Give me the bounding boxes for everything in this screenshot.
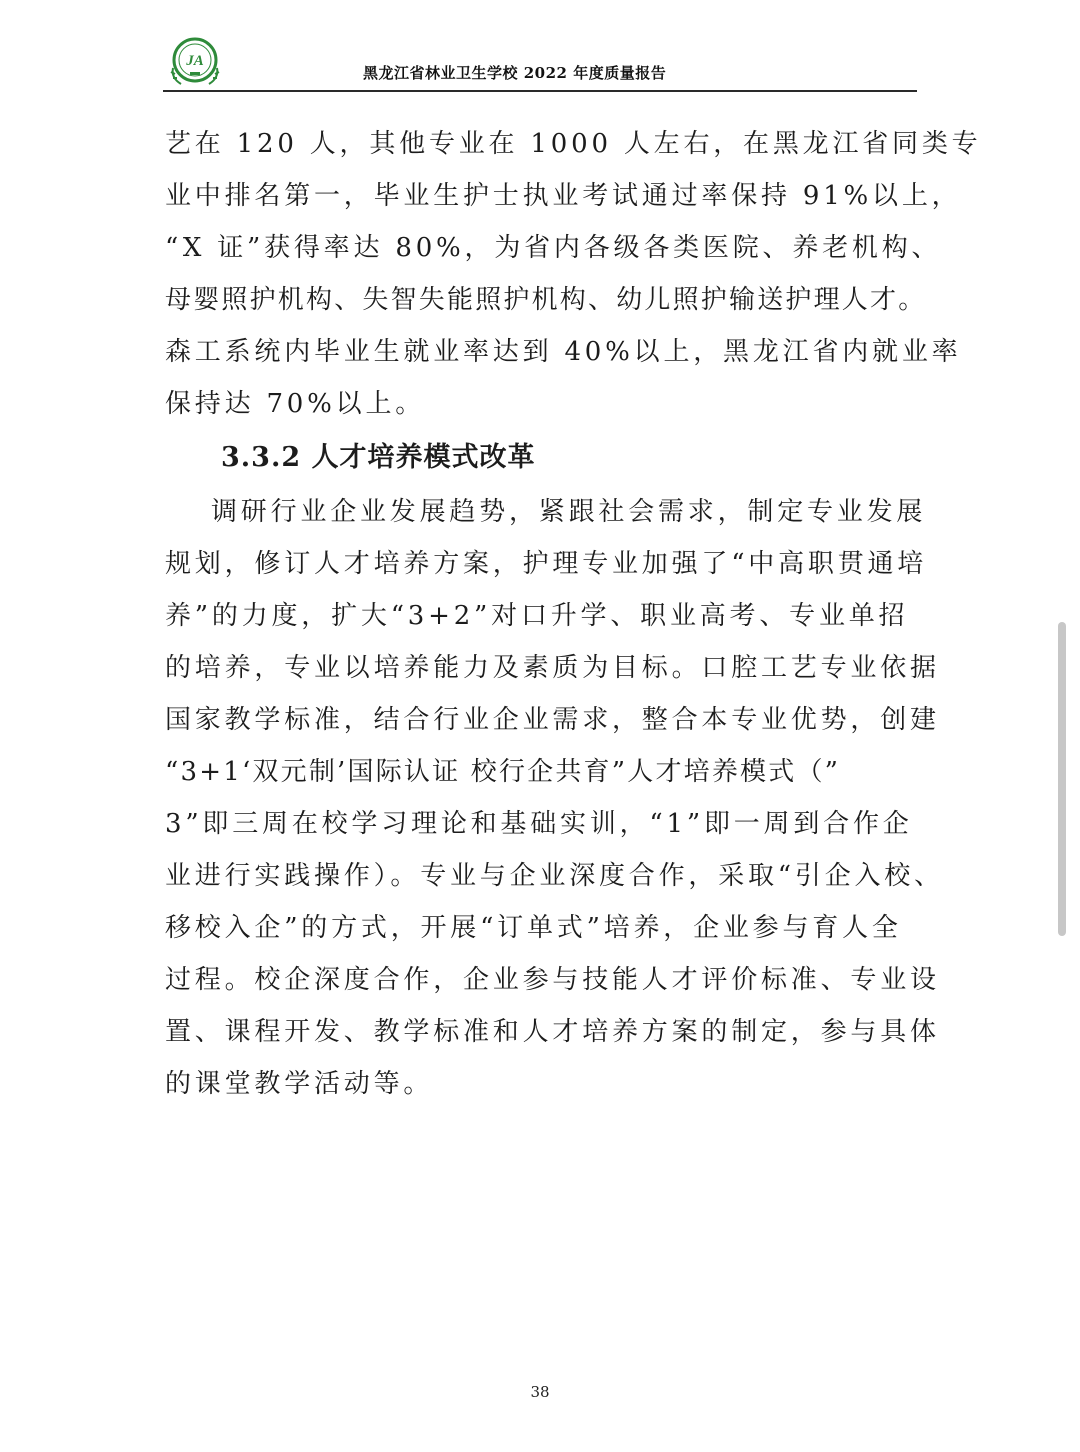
paragraph-training-model [165, 486, 944, 1110]
text-line: 国家教学标准，结合行业企业需求，整合本专业优势，创建 [165, 705, 940, 735]
document-body [165, 118, 982, 1110]
text-line: 业中排名第一，毕业生护士执业考试通过率保持 91%以上， [165, 181, 962, 211]
text-line: 艺在 120 人，其他专业在 1000 人左右，在黑龙江省同类专 [165, 129, 982, 159]
text-line: 母婴照护机构、失智失能照护机构、幼儿照护输送护理人才。 [165, 285, 927, 315]
text-line: “X 证”获得率达 80%，为省内各级各类医院、养老机构、 [165, 233, 942, 263]
logo-text: JA [186, 53, 204, 69]
text-line: 规划，修订人才培养方案，护理专业加强了“中高职贯通培 [165, 549, 928, 579]
text-line: 置、课程开发、教学标准和人才培养方案的制定，参与具体 [165, 1017, 940, 1047]
text-line: 移校入企”的方式，开展“订单式”培养，企业参与育人全 [165, 913, 902, 943]
text-line: 调研行业企业发展趋势，紧跟社会需求，制定专业发展 [211, 497, 927, 527]
school-emblem-icon [165, 34, 225, 88]
vertical-scrollbar[interactable] [1058, 622, 1066, 936]
page-number: 38 [530, 1383, 550, 1401]
page-header [163, 34, 917, 92]
text-line: 的培养，专业以培养能力及素质为目标。口腔工艺专业依据 [165, 653, 940, 683]
paragraph-employment [165, 118, 982, 430]
text-line: 保持达 70%以上。 [165, 389, 426, 419]
text-line: 养”的力度，扩大“3+2”对口升学、职业高考、专业单招 [165, 601, 909, 631]
text-line: “3+1‘双元制’国际认证 校行企共育”人才培养模式（” [165, 757, 841, 787]
text-line: 过程。校企深度合作，企业参与技能人才评价标准、专业设 [165, 965, 940, 995]
text-line: 森工系统内毕业生就业率达到 40%以上，黑龙江省内就业率 [165, 337, 962, 367]
text-line: 的课堂教学活动等。 [165, 1069, 434, 1099]
text-line: 3”即三周在校学习理论和基础实训，“1”即一周到合作企 [165, 809, 913, 839]
report-title: 黑龙江省林业卫生学校 2022 年度质量报告 [363, 64, 667, 82]
text-line: 业进行实践操作）。专业与企业深度合作，采取“引企入校、 [165, 861, 944, 891]
section-heading: 3.3.2 人才培养模式改革 [221, 442, 536, 473]
